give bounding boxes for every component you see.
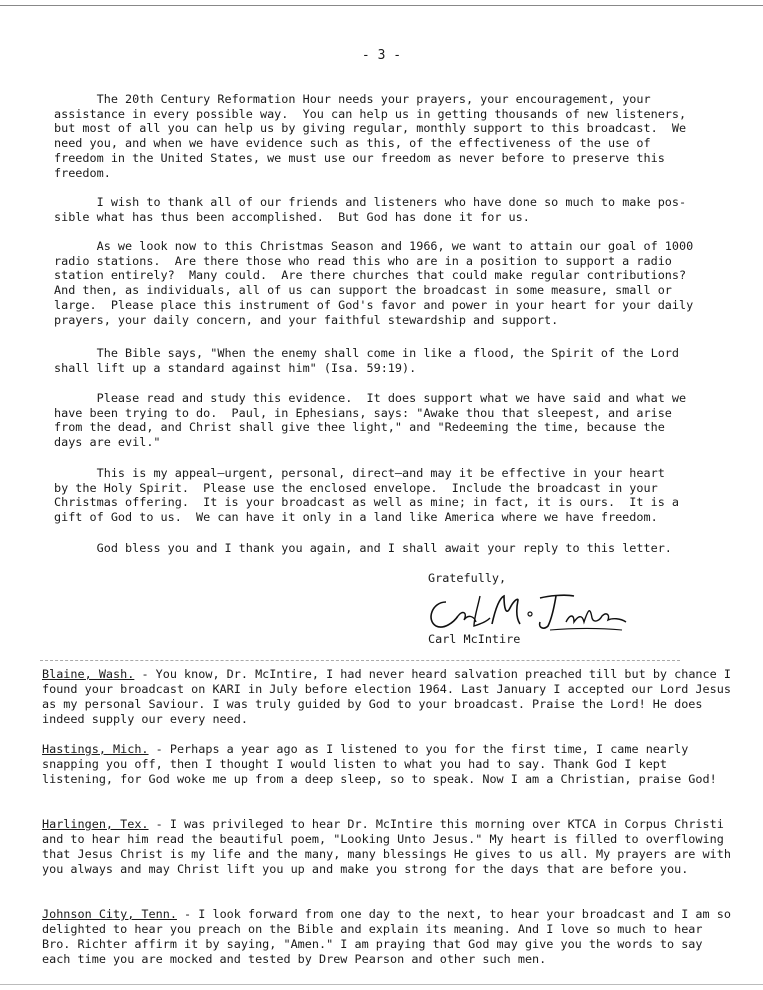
- letter-paragraph-5: Please read and study this evidence. It does support what we have said and what we have been trying to do. Paul, in Ephesians, says: "Awake thou that sleepest, and arise from the dead, and Christ shall give thee light," and "Redeeming the time, because the days are evil.": [54, 391, 687, 450]
- page-number: - 3 -: [361, 48, 402, 63]
- letter-paragraph-6: This is my appeal—urgent, personal, direct—and may it be effective in your heart by the Holy Spirit. Please use the enclosed envelope. Include the broadcast in your Christmas offering. It is your broadcast as well as mine; in fact, it is ours. It is a gift of God to us. We can have it only in a land like America where we have freedom.: [54, 466, 680, 525]
- signature-name: Carl McIntire: [428, 632, 521, 646]
- top-border: [0, 0, 763, 6]
- testimonial-place: Hastings, Mich.: [42, 742, 149, 756]
- letter-paragraph-7: God bless you and I thank you again, and I shall await your reply to this letter.: [54, 541, 672, 555]
- testimonial-2: [42, 742, 732, 787]
- testimonial-4: [42, 907, 732, 967]
- testimonial-text: - Perhaps a year ago as I listened to you for the first time, I came nearly snapping you off, then I thought I would listen to what you had to say. Thank God I kept listening, for God woke me up from a deep sleep, so to speak. Now I am a Christian, praise God!: [42, 742, 717, 786]
- handwritten-signature: [424, 588, 634, 636]
- letter-paragraph-2: I wish to thank all of our friends and listeners who have done so much to make pos- sible what has thus been accomplished. But God has done it for us.: [54, 195, 687, 224]
- letter-paragraph-4: The Bible says, "When the enemy shall come in like a flood, the Spirit of the Lord shall lift up a standard against him" (Isa. 59:19).: [54, 346, 680, 375]
- section-divider: [40, 660, 680, 661]
- closing-salutation: Gratefully,: [428, 571, 507, 585]
- letter-paragraph-1: The 20th Century Reformation Hour needs your prayers, your encouragement, your assistance in every possible way. You can help us in getting thousands of new listeners, but most of all you can help us by giving regular, monthly support to this broadcast. We need you, and when we have evidence such as this, of the effectiveness of the use of freedom in the United States, we must use our freedom as never before to preserve this freedom.: [54, 92, 687, 180]
- testimonial-text: - I was privileged to hear Dr. McIntire this morning over KTCA in Corpus Christi and to hear him read the beautiful poem, "Looking Unto Jesus." My heart is filled to overflowing that Jesus Christ is my life and the many, many blessings He gives to us all. My prayers are with you always and may Christ lift you up and make you strong for the days that are before you.: [42, 817, 731, 876]
- bottom-border: [0, 984, 763, 985]
- testimonial-place: Blaine, Wash.: [42, 667, 135, 681]
- testimonial-1: [42, 667, 732, 727]
- testimonial-3: [42, 817, 732, 877]
- testimonial-text: - I look forward from one day to the next, to hear your broadcast and I am so delighted to hear you preach on the Bible and explain its meaning. And I love so much to hear Bro. Richter affirm it by saying, "Amen." I am praying that God may give you the words to say each time you are mocked and tested by Drew Pearson and other such men.: [42, 907, 731, 966]
- testimonial-text: - You know, Dr. McIntire, I had never heard salvation preached till but by chance I found your broadcast on KARI in July before election 1964. Last January I accepted our Lord Jesus as my personal Saviour. I was truly guided by God to your broadcast. Praise the Lord! He does indeed supply our every need.: [42, 667, 731, 726]
- testimonial-place: Harlingen, Tex.: [42, 817, 149, 831]
- letter-paragraph-3: As we look now to this Christmas Season and 1966, we want to attain our goal of 1000 radio stations. Are there those who read this who are in a position to support a radio station entirely? Many could. Are there churches that could make regular contributions? And then, as individuals, all of us can support the broadcast in some measure, small or large. Please place this instrument of God's favor and power in your heart for your daily prayers, your daily concern, and your faithful stewardship and support.: [54, 239, 694, 327]
- testimonial-place: Johnson City, Tenn.: [42, 907, 177, 921]
